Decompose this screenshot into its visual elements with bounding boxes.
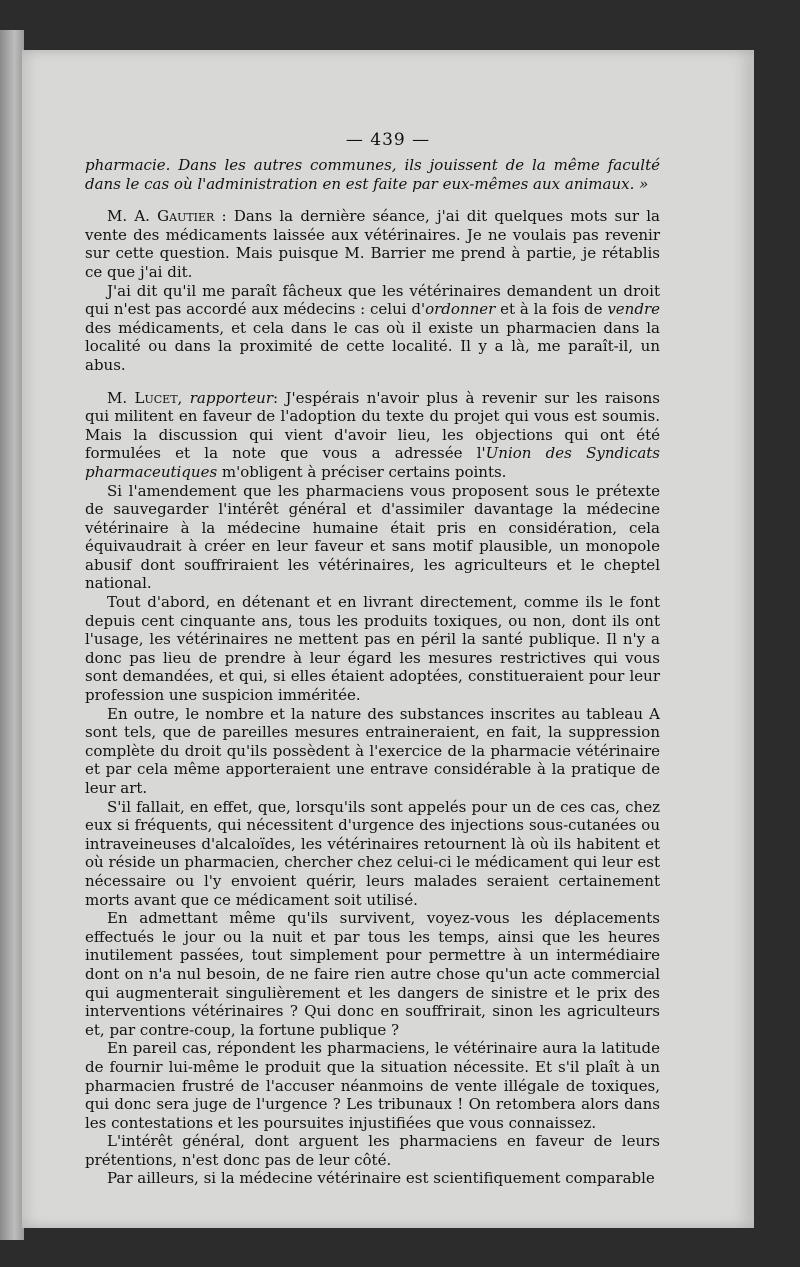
gautier-text-2c: des médicaments, et cela dans le cas où il existe un pharmacien dans la localité ou dans la proximité de cette localité. Il y a là, me paraît-il, un abus.	[85, 318, 660, 374]
lucet-paragraph-9: Par ailleurs, si la médecine vétérinaire est scientifiquement comparable	[107, 1169, 655, 1188]
speaker-role: rapporteur	[189, 388, 274, 407]
lucet-paragraph-3: Tout d'abord, en détenant et en livrant directement, comme ils le font depuis cent cinquante ans, tous les produits toxiques, ou non, dont ils ont l'usage, les vétérinaires ne mettent pas en péril la santé publique. Il n'y a donc pas lieu de prendre à leur égard les mesures restrictives qui vous sont demandées, et qui, si elles étaient adoptées, constitueraient pour leur profession une suspicion imméritée.	[85, 593, 660, 705]
lucet-paragraph-8: L'intérêt général, dont arguent les pharmaciens en faveur de leurs prétentions, n'est donc pas de leur côté.	[85, 1132, 660, 1169]
gautier-paragraph-1	[85, 207, 660, 281]
lucet-paragraph-6: En admettant même qu'ils survivent, voyez-vous les déplacements effectués le jour ou la nuit et par tous les temps, ainsi que les heures inutilement passées, tout simplement pour permettre à un intermédiaire dont on n'a nul besoin, de ne faire rien autre chose qu'un acte commercial qui augmenterait singulièrement et les dangers de sinistre et le prix des interventions vétérinaires ? Qui donc en souffrirait, sinon les agriculteurs et, par contre-coup, la fortune publique ?	[85, 909, 660, 1039]
gautier-text-2b: et à la fois de	[495, 300, 608, 319]
opening-quote: pharmacie. Dans les autres communes, ils jouissent de la même faculté dans le cas où l'administration en est faite par eux-mêmes aux animaux. »	[85, 156, 660, 193]
body-text	[85, 156, 660, 1188]
lucet-union-syndicats: Union des Syndicats pharmaceutiques	[85, 444, 660, 481]
speaker-name-lucet: M. Lucet,	[107, 388, 183, 407]
lucet-paragraph-5: S'il fallait, en effet, que, lorsqu'ils sont appelés pour un de ces cas, chez eux si fréquents, qui nécessitent d'urgence des injections sous-cutanées ou intraveineuses d'alcaloïdes, les vétérinaires retournent là où ils habitent et où réside un pharmacien, chercher chez celui-ci le médicament qui leur est nécessaire ou l'y envoient quérir, leurs malades seraient certainement morts avant que ce médicament soit utilisé.	[85, 797, 660, 909]
lucet-paragraph-2: Si l'amendement que les pharmaciens vous proposent sous le prétexte de sauvegarder l'intérêt général et d'assimiler davantage la médecine vétérinaire à la médecine humaine était pris en considération, cela équivaudrait à créer en leur faveur et sans motif plausible, un monopole abusif dont souffriraient les vétérinaires, les agriculteurs et le cheptel national.	[85, 481, 660, 593]
lucet-paragraph-7: En pareil cas, répondent les pharmaciens, le vétérinaire aura la latitude de fournir lui-même le produit que la situation nécessite. Et s'il plaît à un pharmacien frustré de l'accuser néanmoins de vente illégale de toxiques, qui donc sera juge de l'urgence ? Les tribunaux ! On retombera alors dans les contestations et les poursuites injustifiées que vous connaissez.	[85, 1039, 660, 1132]
lucet-text-1b: m'obligent à préciser certains points.	[217, 462, 507, 481]
page-number: — 439 —	[345, 130, 431, 150]
speaker-name-gautier: M. A. Gautier :	[107, 207, 227, 226]
document-page	[22, 50, 754, 1228]
previous-page-edge	[0, 30, 24, 1240]
gautier-paragraph-2	[85, 282, 660, 375]
lucet-paragraph-1	[85, 389, 660, 482]
gautier-text-2a: J'ai dit qu'il me paraît fâcheux que les vétérinaires demandent un droit qui n'est pas accordé aux médecins : celui d'	[85, 281, 660, 319]
gautier-text-1: Dans la dernière séance, j'ai dit quelques mots sur la vente des médicaments laissée aux vétérinaires. Je ne voulais pas revenir sur cette question. Mais puisque M. Barrier me prend à partie, je rétablis ce que j'ai dit.	[85, 207, 660, 281]
gautier-vendre: vendre	[607, 300, 660, 319]
lucet-paragraph-4: En outre, le nombre et la nature des substances inscrites au tableau A sont tels, que de pareilles mesures entraineraient, en fait, la suppression complète du droit qu'ils possèdent à l'exercice de la pharmacie vétérinaire et par cela même apporteraient une entrave considérable à la pratique de leur art.	[85, 704, 660, 797]
gautier-ordonner: ordonner	[425, 300, 496, 319]
lucet-text-1a: : J'espérais n'avoir plus à revenir sur les raisons qui militent en faveur de l'adoption du texte du projet qui vous est soumis. Mais la discussion qui vient d'avoir lieu, les objections qui ont été formulées et la note que vous a adressée l'	[85, 388, 660, 463]
